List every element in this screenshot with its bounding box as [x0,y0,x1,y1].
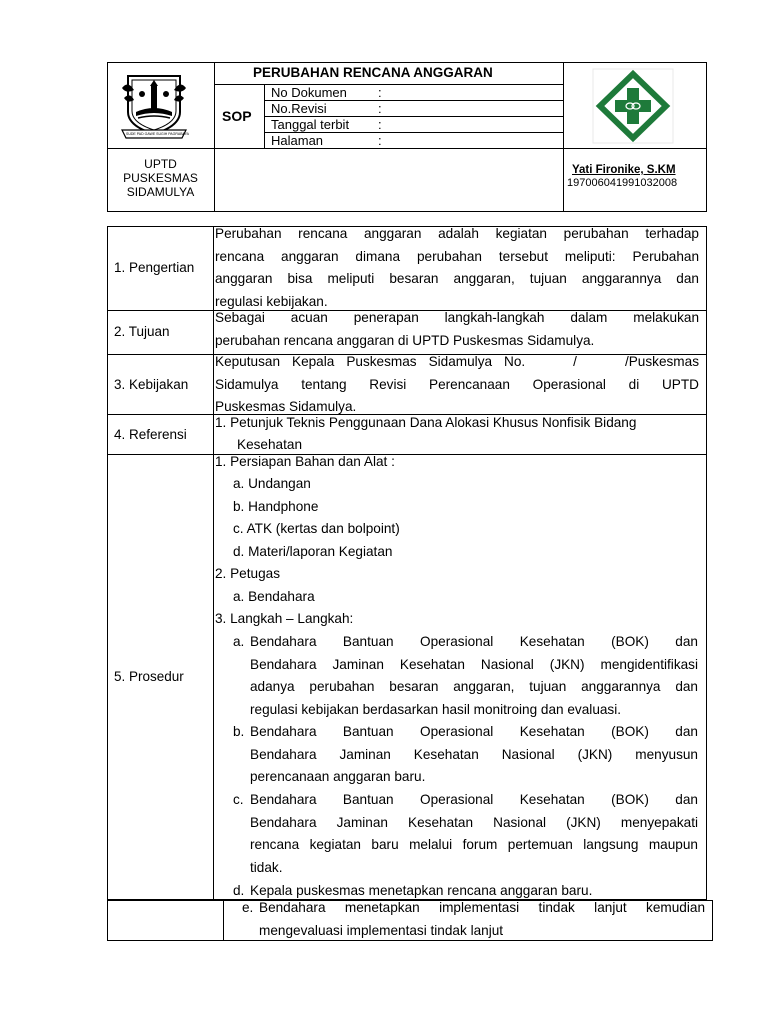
reference-item-cont: Kesehatan [237,437,303,452]
prep-item: b. Handphone [233,499,319,514]
step-e-text [259,897,705,942]
text-line: Perubahan rencana anggaran adalah kegiatan perubahan terhadap [215,226,699,241]
text-line: Bendahara Jaminan Kesehatan Nasional (JKN) menyusun [250,746,698,762]
step-marker: d. [233,883,245,898]
reference-item: 1. Petunjuk Teknis Penggunaan Dana Alokasi Khusus Nonfisik Bidang [215,415,637,430]
section-label-referensi: 4. Referensi [114,427,187,442]
text-line: Sebagai acuan penerapan langkah-langkah dalam melakukan [215,310,699,325]
document-title: PERUBAHAN RENCANA ANGGARAN [253,65,493,80]
org-line: PUSKESMAS [123,171,198,185]
step-marker: c. [233,792,244,807]
section-label-prosedur: 5. Prosedur [114,669,184,684]
puskesmas-logo [592,68,674,144]
field-sep: : [378,101,382,116]
signer-nip: 197006041991032008 [567,177,678,189]
text-line: perencanaan anggaran baru. [250,769,426,784]
text-line: Bendahara Jaminan Kesehatan Nasional (JKN) menyepakati [250,814,698,830]
text-line: rencana anggaran dimana perubahan tersebut meliputi: Perubahan [215,248,699,264]
section-label-pengertian: 1. Pengertian [114,260,195,275]
step-marker: e. [242,900,254,915]
divider [107,454,707,455]
org-line: UPTD [144,157,177,171]
text-line: adanya perubahan besaran anggaran, tujuan anggarannya dan [250,679,698,694]
section-text-kebijakan [215,351,699,419]
field-halaman: Halaman [271,133,324,148]
steps-title: 3. Langkah – Langkah: [215,611,354,626]
text-line: Bendahara Bantuan Operasional Kesehatan (BOK) dan [250,792,698,807]
text-line: Sidamulya tentang Revisi Perencanaan Operasional di UPTD [215,376,699,392]
text-line: perubahan rencana anggaran di UPTD Puskesmas Sidamulya. [215,332,595,348]
text-line: regulasi kebijakan. [215,293,328,309]
field-no-revisi: No.Revisi [271,101,327,116]
regency-emblem-logo [118,68,190,142]
section-label-kebijakan: 3. Kebijakan [114,377,189,392]
field-sep: : [378,133,382,148]
text-line: mengevaluasi implementasi tindak lanjut [259,922,504,938]
divider [223,900,224,941]
divider [107,148,707,149]
text-line: Bendahara Bantuan Operasional Kesehatan (BOK) dan [250,724,698,739]
org-line: SIDAMULYA [126,185,195,199]
section-text-pengertian [215,223,699,313]
emblem-motto: SUDE PAD GAWE SUGIH PAGRABAYA [126,132,190,136]
step-c-text [250,789,698,879]
step-b-text [250,721,698,789]
step-marker: a. [233,634,245,649]
text-line: Keputusan Kepala Puskesmas Sidamulya No. / /Puskesmas [215,354,699,369]
text-line: Bendahara menetapkan implementasi tindak lanjut kemudian [259,900,705,915]
step-marker: b. [233,724,245,739]
text-line: tidak. [250,859,283,875]
step-a-text [250,631,698,721]
divider [213,226,214,900]
field-tanggal-terbit: Tanggal terbit [271,117,350,132]
signer-name: Yati Fironike, S.KM [572,164,676,176]
field-sep: : [378,85,382,100]
prep-item: a. Undangan [233,476,311,491]
prep-item: c. ATK (kertas dan bolpoint) [233,521,400,536]
divider [563,62,564,212]
prep-title: 1. Persiapan Bahan dan Alat : [215,454,395,469]
text-line: regulasi kebijakan berdasarkan hasil monitroing dan evaluasi. [250,701,622,717]
section-label-tujuan: 2. Tujuan [114,324,170,339]
step-d-text: Kepala puskesmas menetapkan rencana anggaran baru. [250,883,593,898]
text-line: anggaran bisa meliputi besaran anggaran, tujuan anggarannya dan [215,271,699,286]
text-line: Bendahara Bantuan Operasional Kesehatan (BOK) dan [250,634,698,649]
field-sep: : [378,117,382,132]
section-text-tujuan [215,307,699,352]
divider [214,84,563,85]
text-line: Puskesmas Sidamulya. [215,399,357,414]
officer-item: a. Bendahara [233,589,315,604]
field-no-dokumen: No Dokumen [271,85,347,100]
sop-label: SOP [222,108,252,124]
officer-title: 2. Petugas [215,566,280,581]
text-line: rencana kegiatan baru melalui forum pertemuan langsung maupun [250,837,698,852]
text-line: Bendahara Jaminan Kesehatan Nasional (JKN) mengidentifikasi [250,656,698,672]
prep-item: d. Materi/laporan Kegiatan [233,544,393,559]
